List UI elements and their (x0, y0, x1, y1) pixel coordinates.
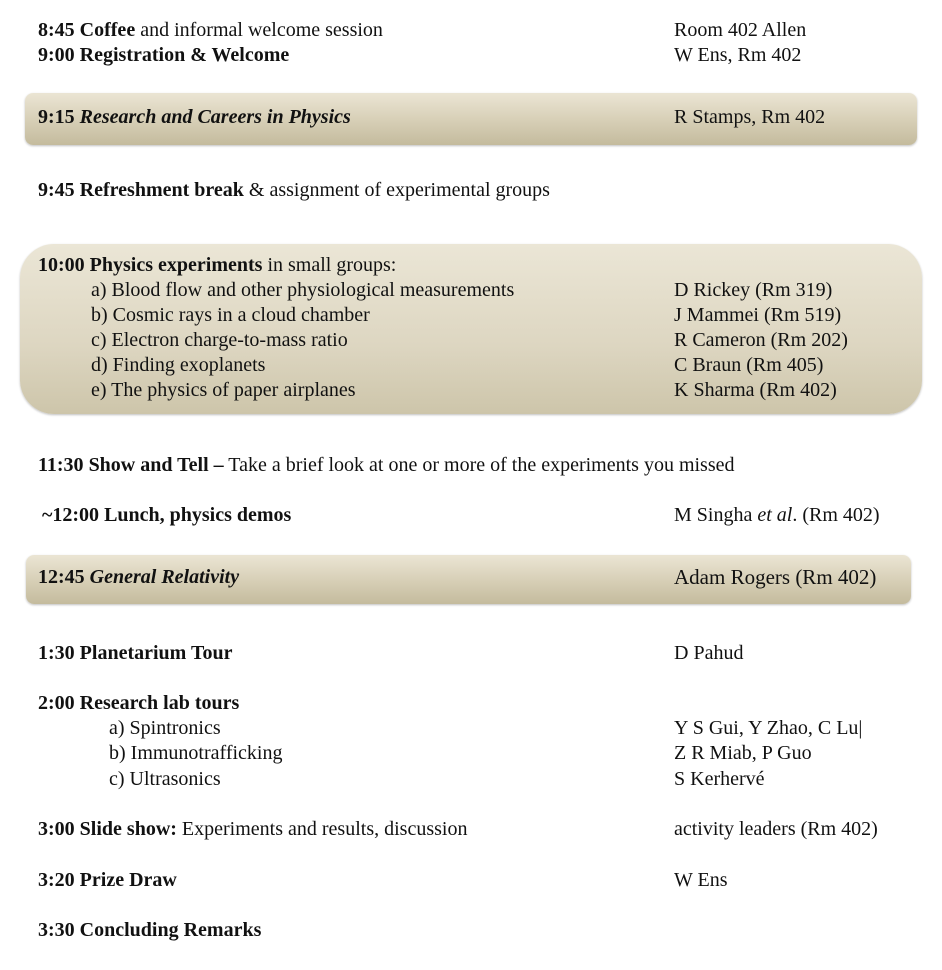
time: 3:00 (38, 818, 75, 840)
leader: S Kerhervé (674, 768, 765, 790)
schedule-item-lab-tours (38, 691, 239, 716)
schedule-item-refreshment (38, 178, 550, 203)
speaker: M Singha et al. (Rm 402) (674, 504, 880, 526)
list-item: a) Blood flow and other physiological measurements (91, 279, 515, 301)
time: 10:00 (38, 254, 85, 276)
item-title: Research lab tours (79, 692, 240, 714)
time: ~12:00 (42, 504, 100, 526)
schedule-item-planetarium (38, 641, 232, 666)
schedule-item-prize (38, 868, 177, 893)
list-item: c) Electron charge-to-mass ratio (91, 329, 348, 351)
item-title: Registration & Welcome (79, 44, 290, 66)
item-title: Prize Draw (79, 869, 177, 891)
leader: D Rickey (Rm 319) (674, 279, 833, 301)
item-desc: and informal welcome session (135, 19, 383, 41)
item-title: Show and Tell – (88, 454, 224, 476)
schedule-item-coffee (38, 18, 383, 43)
schedule-item-research-talk (38, 105, 351, 130)
list-item: a) Spintronics (109, 717, 221, 739)
leader: D Pahud (674, 642, 744, 664)
time: 3:30 (38, 919, 75, 941)
item-title: Planetarium Tour (79, 642, 233, 664)
schedule-item-lunch (42, 503, 291, 528)
time: 9:15 (38, 106, 75, 128)
leader: J Mammei (Rm 519) (674, 304, 842, 326)
leader: C Braun (Rm 405) (674, 354, 824, 376)
leader: K Sharma (Rm 402) (674, 379, 837, 401)
speaker: R Stamps, Rm 402 (674, 106, 826, 128)
list-item: e) The physics of paper airplanes (91, 379, 356, 401)
item-title: General Relativity (89, 566, 240, 588)
leader: activity leaders (Rm 402) (674, 818, 878, 840)
time: 1:30 (38, 642, 75, 664)
item-title: Slide show: (79, 818, 177, 840)
item-title: Lunch, physics demos (104, 504, 292, 526)
schedule-item-experiments (38, 253, 396, 278)
item-title: Concluding Remarks (79, 919, 262, 941)
location: W Ens, Rm 402 (674, 44, 802, 66)
leader: Y S Gui, Y Zhao, C Lu| (674, 717, 863, 739)
item-desc: in small groups: (262, 254, 397, 276)
item-title: Physics experiments (89, 254, 263, 276)
item-desc: & assignment of experimental groups (243, 179, 550, 201)
list-item: b) Cosmic rays in a cloud chamber (91, 304, 370, 326)
schedule-item-concluding (38, 918, 261, 943)
list-item: b) Immunotrafficking (109, 742, 283, 764)
schedule-item-slide-show (38, 817, 467, 842)
list-item: c) Ultrasonics (109, 768, 221, 790)
schedule-item-relativity (38, 565, 239, 590)
list-item: d) Finding exoplanets (91, 354, 266, 376)
time: 8:45 (38, 19, 75, 41)
leader: R Cameron (Rm 202) (674, 329, 848, 351)
item-title: Research and Careers in Physics (79, 106, 351, 128)
time: 2:00 (38, 692, 75, 714)
item-title: Coffee (79, 19, 136, 41)
schedule-item-registration (38, 43, 289, 68)
leader: Z R Miab, P Guo (674, 742, 812, 764)
item-title: Refreshment break (79, 179, 244, 201)
schedule-item-show-tell (38, 453, 735, 478)
time: 11:30 (38, 454, 84, 476)
location: Room 402 Allen (674, 19, 807, 41)
speaker: Adam Rogers (Rm 402) (674, 565, 877, 589)
leader: W Ens (674, 869, 728, 891)
item-desc: Take a brief look at one or more of the experiments you missed (223, 454, 735, 476)
time: 9:45 (38, 179, 75, 201)
time: 12:45 (38, 566, 85, 588)
item-desc: Experiments and results, discussion (176, 818, 468, 840)
time: 3:20 (38, 869, 75, 891)
time: 9:00 (38, 44, 75, 66)
